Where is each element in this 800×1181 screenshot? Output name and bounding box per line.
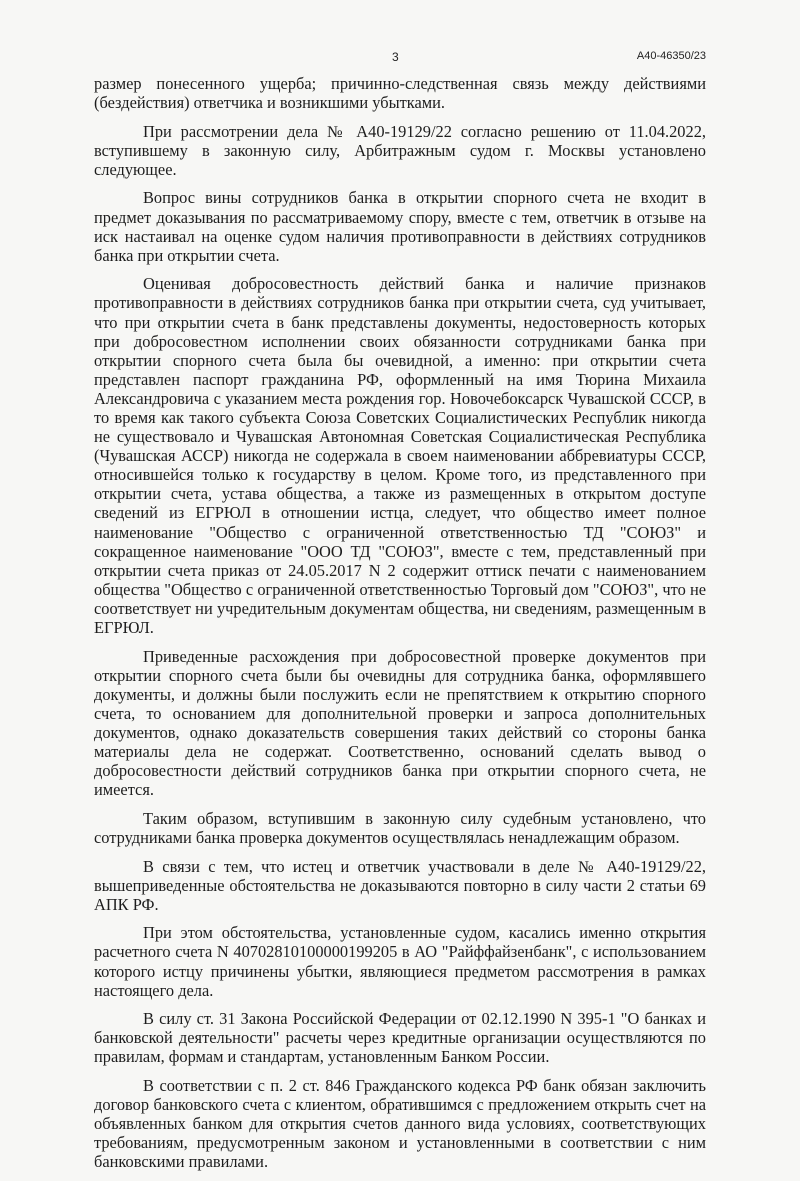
paragraph-continuation: размер понесенного ущерба; причинно-следственная связь между действиями (бездействия) ответчика и возникшими убытками.	[94, 74, 706, 113]
paragraph: При этом обстоятельства, установленные судом, касались именно открытия расчетного счета N 40702810100000199205 в АО "Райффайзенбанк", с использованием которого истцу причинены убытки, являющиеся предметом рассмотрения в рамках настоящего дела.	[94, 923, 706, 1000]
paragraph: В связи с тем, что истец и ответчик участвовали в деле № А40-19129/22, вышеприведенные обстоятельства не доказываются повторно в силу части 2 статьи 69 АПК РФ.	[94, 856, 706, 914]
paragraph: Оценивая добросовестность действий банка и наличие признаков противоправности в действиях сотрудников банка при открытии счета, суд учитывает, что при открытии счета в банк представлены документы, недостоверность которых при добросовестном исполнении своих обязанности сотрудниками банка при открытии спорного счета была бы очевидной, а именно: при открытии счета представлен паспорт гражданина РФ, оформленный на имя Тюрина Михаила Александровича с указанием места рождения гор. Новочебоксарск Чувашской СССР, в то время как такого субъекта Союза Советских Социалистических Республик никогда не существовало и Чувашская Автономная Советская Социалистическая Республика (Чувашская АССР) никогда не содержала в своем наименовании аббревиатуры СССР, относившейся только к государству в целом. Кроме того, из представленного при открытии счета, устава общества, а также из размещенных в открытом доступе сведений из ЕГРЮЛ в отношении истца, следует, что общество имеет полное наименование "Общество с ограниченной ответственностью ТД "СОЮЗ" и сокращенное наименование "ООО ТД "СОЮЗ", вместе с тем, представленный при открытии счета приказ от 24.05.2017 N 2 содержит оттиск печати с наименованием общества "Общество с ограниченной ответственностью Торговый дом "СОЮЗ", что не соответствует ни учредительным документам общества, ни сведениям, размещенным в ЕГРЮЛ.	[94, 274, 706, 638]
paragraph: Вопрос вины сотрудников банка в открытии спорного счета не входит в предмет доказывания по рассматриваемому спору, вместе с тем, ответчик в отзыве на иск настаивал на оценке судом наличия противоправности в действиях сотрудников банка при открытии счета.	[94, 188, 706, 265]
page-number: 3	[392, 50, 399, 64]
document-body	[94, 74, 706, 1181]
paragraph: Таким образом, вступившим в законную силу судебным установлено, что сотрудниками банка проверка документов осуществлялась ненадлежащим образом.	[94, 808, 706, 847]
case-number: А40-46350/23	[636, 50, 706, 62]
paragraph: При рассмотрении дела № А40-19129/22 согласно решению от 11.04.2022, вступившему в законную силу, Арбитражным судом г. Москвы установлено следующее.	[94, 121, 706, 179]
paragraph: В соответствии с п. 2 ст. 846 Гражданского кодекса РФ банк обязан заключить договор банковского счета с клиентом, обратившимся с предложением открыть счет на объявленных банком для открытия счетов данного вида условиях, соответствующих требованиям, предусмотренным законом и установленными в соответствии с ним банковскими правилами.	[94, 1076, 706, 1172]
paragraph: В силу ст. 31 Закона Российской Федерации от 02.12.1990 N 395-1 "О банках и банковской деятельности" расчеты через кредитные организации осуществляются по правилам, формам и стандартам, установленным Банком России.	[94, 1009, 706, 1067]
paragraph: Приведенные расхождения при добросовестной проверке документов при открытии спорного счета были бы очевидны для сотрудника банка, оформлявшего документы, и должны были послужить если не препятствием к открытию спорного счета, то основанием для дополнительной проверки и запроса дополнительных документов, однако доказательств совершения таких действий со стороны банка материалы дела не содержат. Соответственно, оснований сделать вывод о добросовестности действий сотрудников банка при открытии спорного счета, не имеется.	[94, 646, 706, 800]
